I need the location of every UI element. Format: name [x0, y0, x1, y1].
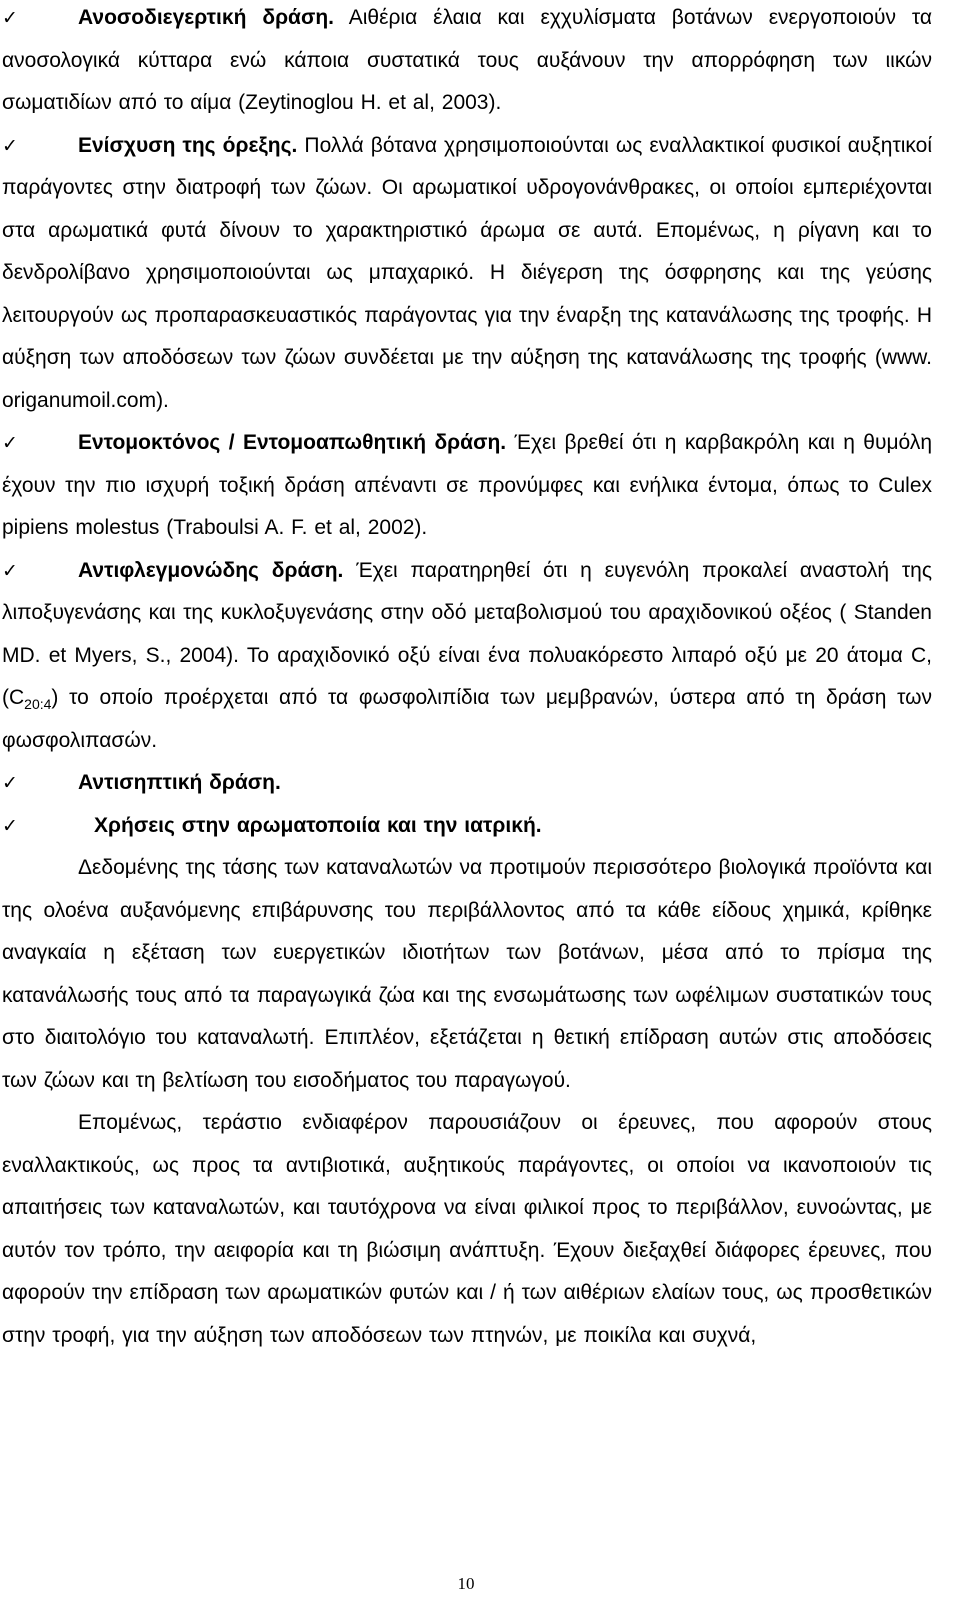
bullet-text: Έχει βρεθεί ότι η καρβακρόλη και η θυμόλη έχουν την πιο ισχυρή τοξική δράση απέναντι σε προνύμφες και ενήλικα έντομα, όπως το Culex pipiens molestus (Traboulsi A. F. et al, 2002). [2, 431, 933, 539]
bullet-text-cont: ) το οποίο προέρχεται από τα φωσφολιπίδια των μεμβρανών, ύστερα από τη δράση των φωσφολιπασών. [2, 686, 932, 752]
checkmark-icon: ✓ [2, 432, 18, 454]
bullet-anti-inflammatory [2, 550, 932, 763]
page-number: 10 [457, 1574, 475, 1593]
checkmark-icon: ✓ [2, 814, 18, 837]
checkmark-icon: ✓ [2, 134, 18, 157]
bullet-heading: Χρήσεις στην αρωματοποιία και την ιατρική. [94, 813, 542, 837]
bullet-appetite [2, 125, 932, 423]
bullet-heading: Αντιφλεγμονώδης δράση. [78, 558, 344, 582]
subscript: 20:4 [24, 696, 52, 712]
checkmark-icon: ✓ [2, 559, 18, 582]
bullet-text: Πολλά βότανα χρησιμοποιούνται ως εναλλακτικοί φυσικοί αυξητικοί παράγοντες στην διατροφή των ζώων. Οι αρωματικοί υδρογονάνθρακες, οι οποίοι εμπεριέχονται στα αρωματικά φυτά δίνουν το χαρακτηριστικό άρωμα σε αυτά. Επομένως, η ρίγανη και το δενδρολίβανο χρησιμοποιούνται ως μπαχαρικό. Η διέγερση της όσφρησης και της γεύσης λειτουργούν ως προπαρασκευαστικός παράγοντας για την έναρξη της κατανάλωσης της τροφής. Η αύξηση των αποδόσεων των ζώων συνδέεται με την αύξηση της κατανάλωσης της τροφής (www. origanumoil.com). [2, 133, 932, 412]
checkmark-icon: ✓ [2, 772, 18, 794]
bullet-heading: Εντομοκτόνος / Εντομοαπωθητική δράση. [78, 431, 507, 454]
document-page [2, 0, 932, 1357]
bullet-antiseptic [2, 762, 932, 805]
bullet-immunostimulant [2, 0, 932, 125]
bullet-uses [2, 805, 932, 848]
checkmark-icon: ✓ [2, 7, 18, 29]
bullet-text: Αιθέρια έλαια και εχχυλίσματα βοτάνων ενεργοποιούν τα ανοσολογικά κύτταρα ενώ κάποια συστατικά τους αυξάνουν την απορρόφηση των ιικών σωματιδίων από το αίμα (Zeytinoglou H. et al, 2003). [2, 6, 932, 114]
bullet-text: Έχει παρατηρηθεί ότι η ευγενόλη προκαλεί αναστολή της λιποξυγενάσης και της κυκλοξυγενάσης στην οδό μεταβολισμού του αραχιδονικού οξέος ( Standen MD. et Myers, S., 2004). Το αραχιδονικό οξύ είναι ένα πολυακόρεστο λιπαρό οξύ με 20 άτομα C,(C [2, 558, 932, 709]
bullet-heading: Αντισηπτική δράση. [78, 771, 281, 794]
body-paragraph-1: Δεδομένης της τάσης των καταναλωτών να προτιμούν περισσότερο βιολογικά προϊόντα και της ολοένα αυξανόμενης επιβάρυνσης του περιβάλλοντος από τα κάθε είδους χημικά, κρίθηκε αναγκαία η εξέταση των ευεργετικών ιδιοτήτων των βοτάνων, μέσα από το πρίσμα της κατανάλωσής τους από τα παραγωγικά ζώα και της ενσωμάτωσης των ωφέλιμων συστατικών τους στο διαιτολόγιο του καταναλωτή. Επιπλέον, εξετάζεται η θετική επίδραση αυτών στις αποδόσεις των ζώων και τη βελτίωση του εισοδήματος του παραγωγού. [2, 856, 932, 1092]
body-paragraph-2: Επομένως, τεράστιο ενδιαφέρον παρουσιάζουν οι έρευνες, που αφορούν στους εναλλακτικούς, ως προς τα αντιβιοτικά, αυξητικούς παράγοντες, οι οποίοι να ικανοποιούν τις απαιτήσεις των καταναλωτών, και ταυτόχρονα να είναι φιλικοί προς το περιβάλλον, ευνοώντας, με αυτόν τον τρόπο, την αειφορία και τη βιώσιμη ανάπτυξη. Έχουν διεξαχθεί διάφορες έρευνες, που αφορούν την επίδραση των αρωματικών φυτών και / ή των αιθέριων ελαίων τους, ως προσθετικών στην τροφή, για την αύξηση των αποδόσεων των πτηνών, με ποικίλα και συχνά, [2, 1111, 932, 1347]
bullet-insecticidal [2, 422, 932, 550]
bullet-heading: Ανοσοδιεγερτική δράση. [78, 6, 334, 29]
bullet-heading: Ενίσχυση της όρεξης. [78, 133, 298, 157]
